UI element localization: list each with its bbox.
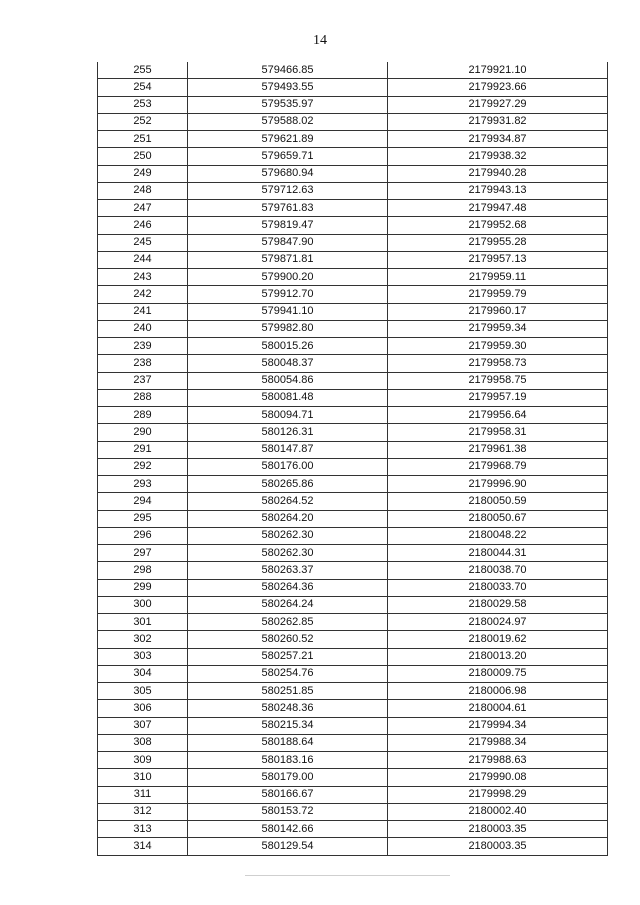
y-coordinate-cell: 2180004.61 xyxy=(388,700,608,717)
point-number-cell: 291 xyxy=(98,441,188,458)
x-coordinate-cell: 580126.31 xyxy=(188,424,388,441)
point-number-cell: 309 xyxy=(98,752,188,769)
point-number-cell: 247 xyxy=(98,200,188,217)
x-coordinate-cell: 580142.66 xyxy=(188,821,388,838)
y-coordinate-cell: 2179959.11 xyxy=(388,269,608,286)
table-row xyxy=(98,131,608,148)
point-number-cell: 255 xyxy=(98,62,188,79)
table-row xyxy=(98,527,608,544)
table-row xyxy=(98,476,608,493)
x-coordinate-cell: 580188.64 xyxy=(188,734,388,751)
point-number-cell: 314 xyxy=(98,838,188,855)
y-coordinate-cell: 2180013.20 xyxy=(388,648,608,665)
point-number-cell: 243 xyxy=(98,269,188,286)
y-coordinate-cell: 2180038.70 xyxy=(388,562,608,579)
y-coordinate-cell: 2180003.35 xyxy=(388,838,608,855)
x-coordinate-cell: 579761.83 xyxy=(188,200,388,217)
y-coordinate-cell: 2179940.28 xyxy=(388,165,608,182)
point-number-cell: 250 xyxy=(98,148,188,165)
x-coordinate-cell: 580257.21 xyxy=(188,648,388,665)
table-row xyxy=(98,648,608,665)
y-coordinate-cell: 2180009.75 xyxy=(388,665,608,682)
table-row xyxy=(98,286,608,303)
table-row xyxy=(98,182,608,199)
y-coordinate-cell: 2180019.62 xyxy=(388,631,608,648)
y-coordinate-cell: 2179927.29 xyxy=(388,96,608,113)
point-number-cell: 306 xyxy=(98,700,188,717)
table-row xyxy=(98,458,608,475)
y-coordinate-cell: 2180050.67 xyxy=(388,510,608,527)
point-number-cell: 312 xyxy=(98,803,188,820)
x-coordinate-cell: 579588.02 xyxy=(188,113,388,130)
table-row xyxy=(98,96,608,113)
x-coordinate-cell: 579466.85 xyxy=(188,62,388,79)
table-row xyxy=(98,320,608,337)
y-coordinate-cell: 2179968.79 xyxy=(388,458,608,475)
table-row xyxy=(98,665,608,682)
x-coordinate-cell: 580265.86 xyxy=(188,476,388,493)
point-number-cell: 245 xyxy=(98,234,188,251)
point-number-cell: 237 xyxy=(98,372,188,389)
x-coordinate-cell: 580251.85 xyxy=(188,683,388,700)
x-coordinate-cell: 580215.34 xyxy=(188,717,388,734)
table-row xyxy=(98,838,608,855)
y-coordinate-cell: 2179947.48 xyxy=(388,200,608,217)
x-coordinate-cell: 579659.71 xyxy=(188,148,388,165)
point-number-cell: 308 xyxy=(98,734,188,751)
x-coordinate-cell: 580176.00 xyxy=(188,458,388,475)
y-coordinate-cell: 2179923.66 xyxy=(388,79,608,96)
table-row xyxy=(98,217,608,234)
y-coordinate-cell: 2180003.35 xyxy=(388,821,608,838)
table-row xyxy=(98,700,608,717)
y-coordinate-cell: 2179934.87 xyxy=(388,131,608,148)
x-coordinate-cell: 580179.00 xyxy=(188,769,388,786)
x-coordinate-cell: 579819.47 xyxy=(188,217,388,234)
table-row xyxy=(98,234,608,251)
table-row xyxy=(98,113,608,130)
x-coordinate-cell: 579982.80 xyxy=(188,320,388,337)
x-coordinate-cell: 580264.20 xyxy=(188,510,388,527)
table-row xyxy=(98,148,608,165)
x-coordinate-cell: 580262.30 xyxy=(188,545,388,562)
y-coordinate-cell: 2180002.40 xyxy=(388,803,608,820)
coordinates-table-body xyxy=(98,62,608,855)
x-coordinate-cell: 580054.86 xyxy=(188,372,388,389)
table-row xyxy=(98,62,608,79)
x-coordinate-cell: 580264.36 xyxy=(188,579,388,596)
table-row xyxy=(98,493,608,510)
table-row xyxy=(98,510,608,527)
y-coordinate-cell: 2179994.34 xyxy=(388,717,608,734)
y-coordinate-cell: 2179952.68 xyxy=(388,217,608,234)
point-number-cell: 310 xyxy=(98,769,188,786)
table-row xyxy=(98,372,608,389)
x-coordinate-cell: 579900.20 xyxy=(188,269,388,286)
table-row xyxy=(98,389,608,406)
x-coordinate-cell: 580129.54 xyxy=(188,838,388,855)
point-number-cell: 254 xyxy=(98,79,188,96)
point-number-cell: 290 xyxy=(98,424,188,441)
y-coordinate-cell: 2180050.59 xyxy=(388,493,608,510)
table-row xyxy=(98,717,608,734)
x-coordinate-cell: 580166.67 xyxy=(188,786,388,803)
table-row xyxy=(98,631,608,648)
page-number: 14 xyxy=(313,33,327,48)
point-number-cell: 304 xyxy=(98,665,188,682)
y-coordinate-cell: 2179921.10 xyxy=(388,62,608,79)
point-number-cell: 251 xyxy=(98,131,188,148)
x-coordinate-cell: 580262.85 xyxy=(188,614,388,631)
x-coordinate-cell: 580260.52 xyxy=(188,631,388,648)
point-number-cell: 303 xyxy=(98,648,188,665)
table-row xyxy=(98,614,608,631)
y-coordinate-cell: 2179988.63 xyxy=(388,752,608,769)
point-number-cell: 300 xyxy=(98,596,188,613)
table-row xyxy=(98,303,608,320)
table-row xyxy=(98,596,608,613)
table-row xyxy=(98,803,608,820)
footer-divider xyxy=(245,875,450,876)
x-coordinate-cell: 580015.26 xyxy=(188,338,388,355)
table-row xyxy=(98,562,608,579)
y-coordinate-cell: 2179959.79 xyxy=(388,286,608,303)
table-row xyxy=(98,752,608,769)
x-coordinate-cell: 580153.72 xyxy=(188,803,388,820)
x-coordinate-cell: 579680.94 xyxy=(188,165,388,182)
point-number-cell: 253 xyxy=(98,96,188,113)
point-number-cell: 293 xyxy=(98,476,188,493)
point-number-cell: 241 xyxy=(98,303,188,320)
table-row xyxy=(98,769,608,786)
x-coordinate-cell: 580248.36 xyxy=(188,700,388,717)
y-coordinate-cell: 2180048.22 xyxy=(388,527,608,544)
point-number-cell: 298 xyxy=(98,562,188,579)
point-number-cell: 302 xyxy=(98,631,188,648)
x-coordinate-cell: 580147.87 xyxy=(188,441,388,458)
point-number-cell: 252 xyxy=(98,113,188,130)
y-coordinate-cell: 2179959.30 xyxy=(388,338,608,355)
point-number-cell: 299 xyxy=(98,579,188,596)
table-row xyxy=(98,79,608,96)
point-number-cell: 311 xyxy=(98,786,188,803)
point-number-cell: 248 xyxy=(98,182,188,199)
table-row xyxy=(98,407,608,424)
point-number-cell: 292 xyxy=(98,458,188,475)
point-number-cell: 297 xyxy=(98,545,188,562)
coordinates-table xyxy=(97,62,608,856)
x-coordinate-cell: 579493.55 xyxy=(188,79,388,96)
table-row xyxy=(98,734,608,751)
y-coordinate-cell: 2180006.98 xyxy=(388,683,608,700)
x-coordinate-cell: 579535.97 xyxy=(188,96,388,113)
y-coordinate-cell: 2179943.13 xyxy=(388,182,608,199)
point-number-cell: 288 xyxy=(98,389,188,406)
point-number-cell: 289 xyxy=(98,407,188,424)
x-coordinate-cell: 580264.52 xyxy=(188,493,388,510)
point-number-cell: 294 xyxy=(98,493,188,510)
y-coordinate-cell: 2179988.34 xyxy=(388,734,608,751)
x-coordinate-cell: 579712.63 xyxy=(188,182,388,199)
point-number-cell: 239 xyxy=(98,338,188,355)
y-coordinate-cell: 2179990.08 xyxy=(388,769,608,786)
point-number-cell: 244 xyxy=(98,251,188,268)
table-row xyxy=(98,821,608,838)
x-coordinate-cell: 580264.24 xyxy=(188,596,388,613)
point-number-cell: 238 xyxy=(98,355,188,372)
y-coordinate-cell: 2179956.64 xyxy=(388,407,608,424)
point-number-cell: 246 xyxy=(98,217,188,234)
point-number-cell: 240 xyxy=(98,320,188,337)
y-coordinate-cell: 2179961.38 xyxy=(388,441,608,458)
x-coordinate-cell: 579847.90 xyxy=(188,234,388,251)
x-coordinate-cell: 579912.70 xyxy=(188,286,388,303)
y-coordinate-cell: 2179957.13 xyxy=(388,251,608,268)
table-row xyxy=(98,355,608,372)
y-coordinate-cell: 2180044.31 xyxy=(388,545,608,562)
point-number-cell: 295 xyxy=(98,510,188,527)
x-coordinate-cell: 580183.16 xyxy=(188,752,388,769)
y-coordinate-cell: 2179959.34 xyxy=(388,320,608,337)
point-number-cell: 249 xyxy=(98,165,188,182)
y-coordinate-cell: 2179931.82 xyxy=(388,113,608,130)
table-row xyxy=(98,683,608,700)
x-coordinate-cell: 580254.76 xyxy=(188,665,388,682)
x-coordinate-cell: 580263.37 xyxy=(188,562,388,579)
point-number-cell: 301 xyxy=(98,614,188,631)
y-coordinate-cell: 2180033.70 xyxy=(388,579,608,596)
y-coordinate-cell: 2179938.32 xyxy=(388,148,608,165)
point-number-cell: 307 xyxy=(98,717,188,734)
x-coordinate-cell: 580081.48 xyxy=(188,389,388,406)
y-coordinate-cell: 2179958.73 xyxy=(388,355,608,372)
x-coordinate-cell: 579941.10 xyxy=(188,303,388,320)
y-coordinate-cell: 2179958.75 xyxy=(388,372,608,389)
table-row xyxy=(98,251,608,268)
table-row xyxy=(98,269,608,286)
table-row xyxy=(98,424,608,441)
point-number-cell: 305 xyxy=(98,683,188,700)
y-coordinate-cell: 2180024.97 xyxy=(388,614,608,631)
y-coordinate-cell: 2179958.31 xyxy=(388,424,608,441)
y-coordinate-cell: 2179996.90 xyxy=(388,476,608,493)
y-coordinate-cell: 2179960.17 xyxy=(388,303,608,320)
y-coordinate-cell: 2179955.28 xyxy=(388,234,608,251)
y-coordinate-cell: 2180029.58 xyxy=(388,596,608,613)
x-coordinate-cell: 580048.37 xyxy=(188,355,388,372)
point-number-cell: 313 xyxy=(98,821,188,838)
point-number-cell: 296 xyxy=(98,527,188,544)
x-coordinate-cell: 580262.30 xyxy=(188,527,388,544)
table-row xyxy=(98,338,608,355)
y-coordinate-cell: 2179957.19 xyxy=(388,389,608,406)
table-row xyxy=(98,200,608,217)
table-row xyxy=(98,441,608,458)
table-row xyxy=(98,579,608,596)
point-number-cell: 242 xyxy=(98,286,188,303)
table-row xyxy=(98,545,608,562)
x-coordinate-cell: 579871.81 xyxy=(188,251,388,268)
x-coordinate-cell: 579621.89 xyxy=(188,131,388,148)
x-coordinate-cell: 580094.71 xyxy=(188,407,388,424)
table-row xyxy=(98,165,608,182)
table-row xyxy=(98,786,608,803)
y-coordinate-cell: 2179998.29 xyxy=(388,786,608,803)
